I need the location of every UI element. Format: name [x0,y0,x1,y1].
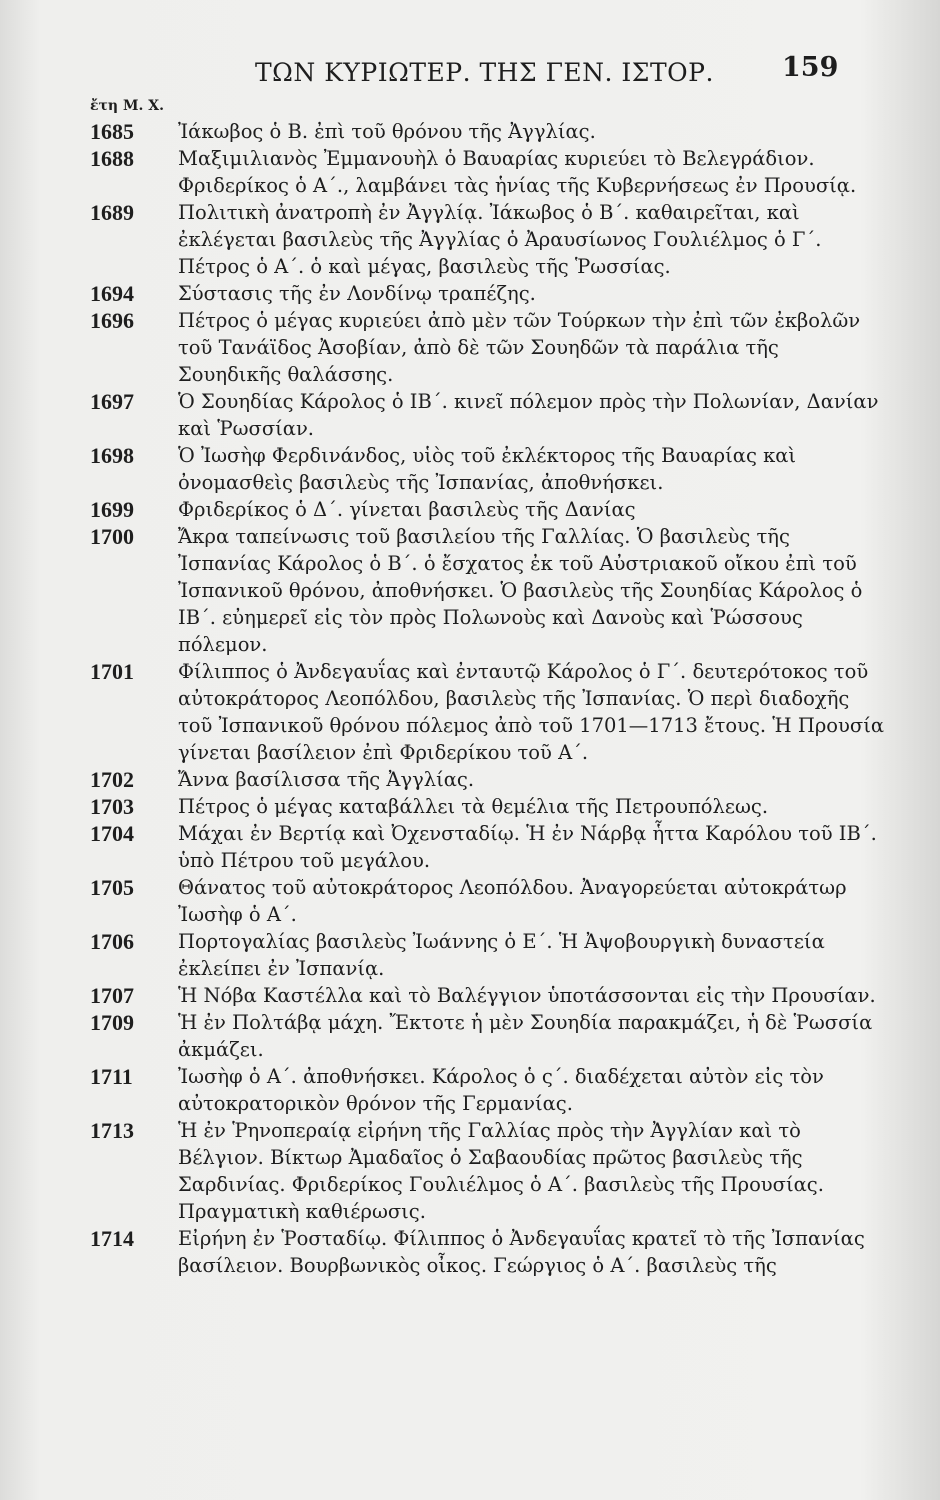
entry-year: 1702 [90,767,134,792]
chronology-entry [0,118,940,145]
entry-year: 1700 [90,524,134,549]
entry-year: 1706 [90,929,134,954]
chronology-entry [0,145,940,199]
entry-text: Πορτογαλίας βασιλεὺς Ἰωάννης ὁ Ε΄. Ἡ Ἀψοβουργικὴ δυναστεία ἐκλείπει ἐν Ἰσπανίᾳ. [178,930,825,980]
entry-text: Θάνατος τοῦ αὐτοκράτορος Λεοπόλδου. Ἀναγορεύεται αὐτοκράτωρ Ἰωσὴφ ὁ Α΄. [178,876,847,926]
entry-year: 1703 [90,794,134,819]
entry-year: 1698 [90,443,134,468]
chronology-entry [0,793,940,820]
entry-year: 1694 [90,281,134,306]
chronology-entry [0,1063,940,1117]
entry-text: Φίλιππος ὁ Ἀνδεγαυΐας καὶ ἐνταυτῷ Κάρολος ὁ Γ΄. δευτερότοκος τοῦ αὐτοκράτορος Λεοπόλδου, βασιλεὺς τῆς Ἰσπανίας. Ὁ περὶ διαδοχῆς τοῦ Ἰσπανικοῦ θρόνου πόλεμος ἀπὸ τοῦ 1701—1713 ἔτους. Ἡ Προυσία γίνεται βασίλειον ἐπὶ Φριδερίκου τοῦ Α΄. [178,660,885,764]
entry-year: 1685 [90,119,134,144]
entry-text: Ἡ ἐν Ῥηνοπεραίᾳ εἰρήνη τῆς Γαλλίας πρὸς τὴν Ἀγγλίαν καὶ τὸ Βέλγιον. Βίκτωρ Ἀμαδαῖος ὁ Σαβαουδίας πρῶτος βασιλεὺς τῆς Σαρδινίας. Φριδερίκος Γουλιέλμος ὁ Α΄. βασιλεὺς τῆς Προυσίας. Πραγματικὴ καθιέρωσις. [178,1119,824,1223]
entry-year: 1714 [90,1226,134,1251]
entry-text: Ἄκρα ταπείνωσις τοῦ βασιλείου τῆς Γαλλίας. Ὁ βασιλεὺς τῆς Ἰσπανίας Κάρολος ὁ Β΄. ὁ ἔσχατος ἐκ τοῦ Αὐστριακοῦ οἴκου ἐπὶ τοῦ Ἰσπανικοῦ θρόνου, ἀποθνήσκει. Ὁ βασιλεὺς τῆς Σουηδίας Κάρολος ὁ ΙΒ΄. εὐημερεῖ εἰς τὸν πρὸς Πολωνοὺς καὶ Δανοὺς καὶ Ῥώσσους πόλεμον. [178,525,863,656]
entry-year: 1699 [90,497,134,522]
chronology-entry [0,442,940,496]
entry-text: Εἰρήνη ἐν Ῥοσταδίῳ. Φίλιππος ὁ Ἀνδεγαυΐας κρατεῖ τὸ τῆς Ἰσπανίας βασίλειον. Βουρβωνικὸς οἶκος. Γεώργιος ὁ Α΄. βασιλεὺς τῆς [178,1227,865,1277]
entry-text: Μαξιμιλιανὸς Ἐμμανουὴλ ὁ Βαυαρίας κυριεύει τὸ Βελεγράδιον. Φριδερίκος ὁ Α΄., λαμβάνει τὰς ἡνίας τῆς Κυβερνήσεως ἐν Προυσίᾳ. [178,147,857,197]
entry-year: 1713 [90,1118,134,1143]
chronology-entry [0,820,940,874]
entry-text: Ἡ ἐν Πολτάβᾳ μάχη. Ἔκτοτε ἡ μὲν Σουηδία παρακμάζει, ἡ δὲ Ῥωσσία ἀκμάζει. [178,1011,873,1061]
running-title: ΤΩΝ ΚΥΡΙΩΤΕΡ. ΤΗΣ ΓΕΝ. ΙΣΤΟΡ. [255,58,714,87]
entry-text: Πολιτικὴ ἀνατροπὴ ἐν Ἀγγλίᾳ. Ἰάκωβος ὁ Β΄. καθαιρεῖται, καὶ ἐκλέγεται βασιλεὺς τῆς Ἀγγλίας ὁ Ἀραυσίωνος Γουλιέλμος ὁ Γ΄. Πέτρος ὁ Α΄. ὁ καὶ μέγας, βασιλεὺς τῆς Ῥωσσίας. [178,201,822,278]
entry-year: 1711 [90,1064,133,1089]
entry-text: Ὁ Ἰωσὴφ Φερδινάνδος, υἱὸς τοῦ ἐκλέκτορος τῆς Βαυαρίας καὶ ὀνομασθεὶς βασιλεὺς τῆς Ἰσπανίας, ἀποθνήσκει. [178,444,797,494]
entry-year: 1688 [90,146,134,171]
chronology-entry [0,199,940,280]
entry-year: 1707 [90,983,134,1008]
entry-year: 1709 [90,1010,134,1035]
chronology-entry [0,874,940,928]
page-number: 159 [782,52,839,83]
entry-text: Ἰάκωβος ὁ Β. ἐπὶ τοῦ θρόνου τῆς Ἀγγλίας. [178,120,596,143]
chronology-entry [0,307,940,388]
entry-year: 1696 [90,308,134,333]
chronology-entry [0,658,940,766]
entry-text: Ἰωσὴφ ὁ Α΄. ἀποθνήσκει. Κάρολος ὁ ς΄. διαδέχεται αὐτὸν εἰς τὸν αὐτοκρατορικὸν θρόνον τῆς Γερμανίας. [178,1065,824,1115]
entry-year: 1701 [90,659,134,684]
entry-text: Πέτρος ὁ μέγας καταβάλλει τὰ θεμέλια τῆς Πετρουπόλεως. [178,795,769,818]
chronology-entry [0,982,940,1009]
entry-year: 1704 [90,821,134,846]
chronology-list [0,118,940,1279]
chronology-entry [0,1225,940,1279]
chronology-entry [0,1117,940,1225]
entry-text: Πέτρος ὁ μέγας κυριεύει ἀπὸ μὲν τῶν Τούρκων τὴν ἐπὶ τῶν ἐκβολῶν τοῦ Τανάϊδος Ἀσοβίαν, ἀπὸ δὲ τῶν Σουηδῶν τὰ παράλια τῆς Σουηδικῆς θαλάσσης. [178,309,861,386]
chronology-entry [0,388,940,442]
entry-year: 1705 [90,875,134,900]
entry-year: 1697 [90,389,134,414]
entry-text: Φριδερίκος ὁ Δ΄. γίνεται βασιλεὺς τῆς Δανίας [178,498,636,521]
entry-text: Μάχαι ἐν Βερτίᾳ καὶ Ὀχενσταδίῳ. Ἡ ἐν Νάρβᾳ ἧττα Καρόλου τοῦ ΙΒ΄. ὑπὸ Πέτρου τοῦ μεγάλου. [178,822,877,872]
column-label: ἔτη Μ. Χ. [90,98,164,114]
chronology-entry [0,523,940,658]
entry-year: 1689 [90,200,134,225]
chronology-entry [0,766,940,793]
entry-text: Ἡ Νόβα Καστέλλα καὶ τὸ Βαλέγγιον ὑποτάσσονται εἰς τὴν Προυσίαν. [178,984,876,1007]
entry-text: Ὁ Σουηδίας Κάρολος ὁ ΙΒ΄. κινεῖ πόλεμον πρὸς τὴν Πολωνίαν, Δανίαν καὶ Ῥωσσίαν. [178,390,879,440]
entry-text: Σύστασις τῆς ἐν Λονδίνῳ τραπέζης. [178,282,536,305]
chronology-entry [0,1009,940,1063]
entry-text: Ἄννα βασίλισσα τῆς Ἀγγλίας. [178,768,475,791]
chronology-entry [0,928,940,982]
chronology-entry [0,280,940,307]
chronology-entry [0,496,940,523]
